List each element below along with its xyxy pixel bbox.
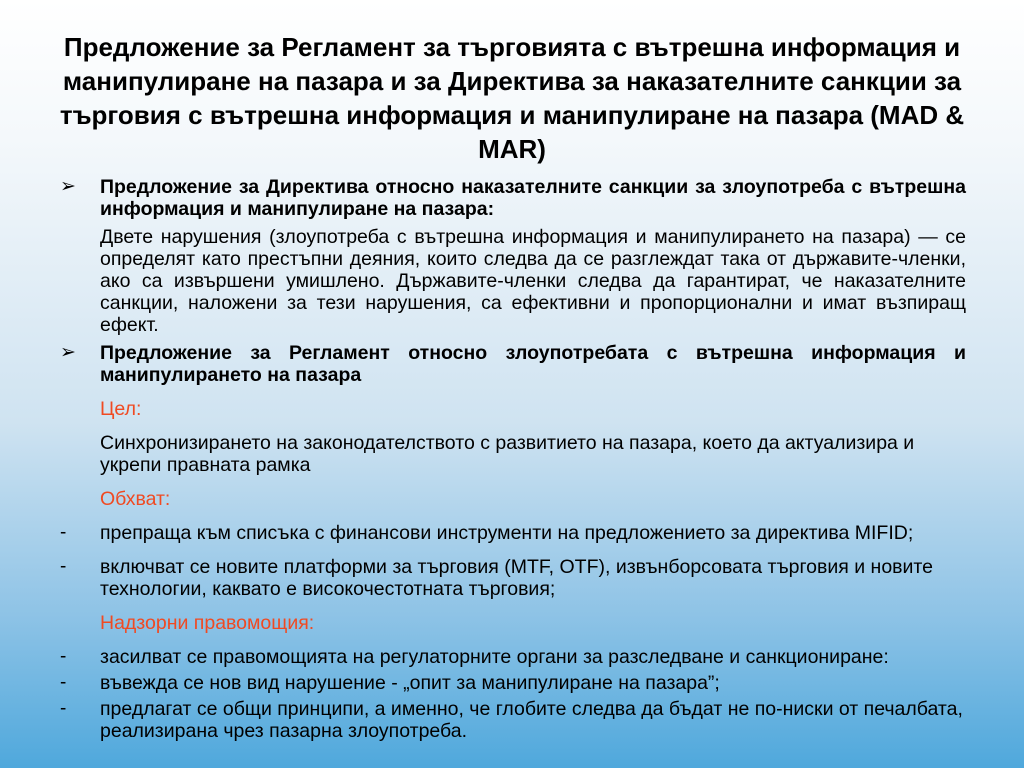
goal-text-row [58, 432, 966, 476]
powers-label: Надзорни правомощия: [100, 612, 315, 634]
dash-bullet: - [60, 672, 67, 693]
goal-text: Синхронизирането на законодателството с развитието на пазара, което да актуализира и укрепи правната рамка [100, 432, 915, 476]
dash-bullet: - [60, 556, 67, 577]
powers-item-text: въвежда се нов вид нарушение - „опит за манипулиране на пазара”; [100, 672, 720, 694]
dash-bullet: - [60, 698, 67, 719]
arrow-bullet-icon: ➢ [60, 342, 76, 363]
slide-title: Предложение за Регламент за търговията с вътрешна информация и манипулиране на пазара и за Директива за наказателните санкции за търговия с вътрешна информация и манипулиране на пазара (MAD & MAR) [59, 32, 965, 164]
goal-label: Цел: [100, 398, 142, 420]
list-item [58, 522, 966, 544]
bullet-directive [58, 176, 966, 336]
scope-label: Обхват: [100, 488, 171, 510]
list-item [58, 556, 966, 600]
powers-item-text: предлагат се общи принципи, а именно, че глобите следва да бъдат не по-ниски от печалбата, реализирана чрез пазарна злоупотреба. [100, 698, 963, 742]
list-item [58, 672, 966, 694]
directive-text: Двете нарушения (злоупотреба с вътрешна информация и манипулирането на пазара) — се определят като престъпни деяния, които следва да се разглеждат така от държавите-членки, ако са извършени умишлено. Държавите-членки следва да гарантират, че наказателните санкции, наложени за тези нарушения, са ефективни и пропорционални и имат възпиращ ефект. [100, 226, 966, 336]
list-item [58, 698, 966, 742]
arrow-bullet-icon: ➢ [60, 176, 76, 197]
scope-item-text: препраща към списъка с финансови инструменти на предложението за директива MIFID; [100, 522, 914, 544]
scope-label-row [58, 488, 966, 510]
slide-content [58, 176, 966, 742]
bullet-regulation [58, 342, 966, 386]
goal-label-row [58, 398, 966, 420]
dash-bullet: - [60, 646, 67, 667]
directive-heading: Предложение за Директива относно наказателните санкции за злоупотреба с вътрешна информация и манипулиране на пазара: [100, 176, 966, 220]
powers-label-row [58, 612, 966, 634]
dash-bullet: - [60, 522, 67, 543]
powers-item-text: засилват се правомощията на регулаторните органи за разследване и санкциониране: [100, 646, 889, 668]
regulation-heading: Предложение за Регламент относно злоупотребата с вътрешна информация и манипулирането на пазара [100, 342, 966, 386]
list-item [58, 646, 966, 668]
scope-item-text: включват се новите платформи за търговия (MTF, OTF), извънборсовата търговия и новите технологии, каквато е високочестотната търговия; [100, 556, 933, 600]
